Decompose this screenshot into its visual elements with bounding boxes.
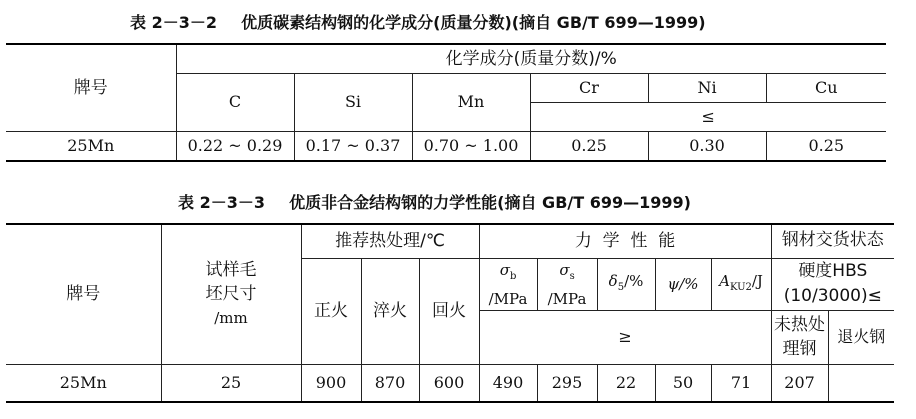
tensile-strength-header (479, 258, 537, 310)
cell-aku: 71 (711, 364, 771, 402)
delivery-hardness-line3: (10/3000)≤ (783, 286, 882, 306)
cell-cr: 0.25 (530, 131, 648, 161)
table-row (6, 131, 886, 161)
table1-caption (130, 10, 706, 33)
tempering-header: 回火 (419, 258, 479, 364)
cell-ni: 0.30 (648, 131, 766, 161)
blank-size-header-line2: 坯尺寸 (205, 284, 257, 305)
normalizing-header: 正火 (301, 258, 361, 364)
cell-quenching: 870 (361, 364, 419, 402)
mechanical-properties-header: 力 学 性 能 (479, 224, 771, 258)
blank-size-header-line3: /mm (214, 309, 248, 328)
aku-subscript: KU2 (729, 281, 752, 293)
table2-caption (178, 190, 691, 213)
col-header-cr: Cr (530, 73, 648, 102)
untreated-steel-header (771, 310, 828, 364)
cell-tempering: 600 (419, 364, 479, 402)
cell-delta5: 22 (597, 364, 655, 402)
table1-caption-label: 表 2－3－2 (130, 13, 217, 32)
sigma-b-unit: /MPa (488, 289, 528, 308)
cell-untreated: 207 (771, 364, 828, 402)
cell-c: 0.22 ~ 0.29 (176, 131, 294, 161)
mechanical-properties-table (6, 223, 894, 403)
cell-mn: 0.70 ~ 1.00 (412, 131, 530, 161)
col-header-si: Si (294, 73, 412, 131)
blank-size-header (161, 224, 301, 364)
table2-caption-label: 表 2－3－3 (178, 193, 265, 212)
untreated-line1: 未热处 (774, 315, 826, 335)
col-header-mn: Mn (412, 73, 530, 131)
delta5-unit: /% (624, 271, 644, 290)
col-header-c: C (176, 73, 294, 131)
composition-group-header: 化学成分(质量分数)/% (176, 44, 886, 73)
aku-unit: /J (751, 271, 763, 290)
col-header-ni: Ni (648, 73, 766, 102)
delivery-hardness-line2: 硬度HBS (798, 261, 868, 281)
chemical-composition-table (6, 43, 886, 162)
sigma-b-symbol: σ (499, 260, 510, 279)
cell-size: 25 (161, 364, 301, 402)
table2-caption-text: 优质非合金结构钢的力学性能(摘自 GB/T 699—1999) (289, 193, 691, 212)
max-limit-mark: ≤ (530, 102, 886, 131)
grade-header: 牌号 (6, 44, 176, 131)
elongation-header (597, 258, 655, 310)
min-limit-mark: ≥ (479, 310, 771, 364)
impact-energy-header (711, 258, 771, 310)
sigma-s-subscript: s (569, 270, 575, 282)
heat-treatment-header: 推荐热处理/℃ (301, 224, 479, 258)
grade-header: 牌号 (6, 224, 161, 364)
blank-size-header-line1: 试样毛 (205, 260, 257, 281)
psi-symbol: ψ/% (667, 275, 699, 293)
cell-annealed (828, 364, 894, 402)
delivery-hardness-line1: 钢材交货状态 (781, 230, 884, 250)
cell-psi: 50 (655, 364, 711, 402)
cell-grade: 25Mn (6, 131, 176, 161)
sigma-b-subscript: b (509, 270, 517, 282)
cell-normalizing: 900 (301, 364, 361, 402)
delivery-hardness-subheader (771, 258, 894, 310)
cell-sigma-b: 490 (479, 364, 537, 402)
table1-caption-text: 优质碳素结构钢的化学成分(质量分数)(摘自 GB/T 699—1999) (241, 13, 706, 32)
aku-symbol: A (719, 271, 730, 290)
reduction-of-area-header (655, 258, 711, 310)
col-header-cu: Cu (766, 73, 886, 102)
cell-sigma-s: 295 (537, 364, 597, 402)
delta5-symbol: δ (608, 271, 618, 290)
table-row (6, 364, 894, 402)
quenching-header: 淬火 (361, 258, 419, 364)
delta5-subscript: 5 (617, 281, 625, 293)
cell-grade: 25Mn (6, 364, 161, 402)
yield-strength-header (537, 258, 597, 310)
delivery-hardness-header (771, 224, 894, 258)
cell-si: 0.17 ~ 0.37 (294, 131, 412, 161)
cell-cu: 0.25 (766, 131, 886, 161)
sigma-s-unit: /MPa (547, 289, 587, 308)
annealed-steel-header: 退火钢 (828, 310, 894, 364)
untreated-line2: 理钢 (782, 339, 817, 359)
sigma-s-symbol: σ (559, 260, 570, 279)
